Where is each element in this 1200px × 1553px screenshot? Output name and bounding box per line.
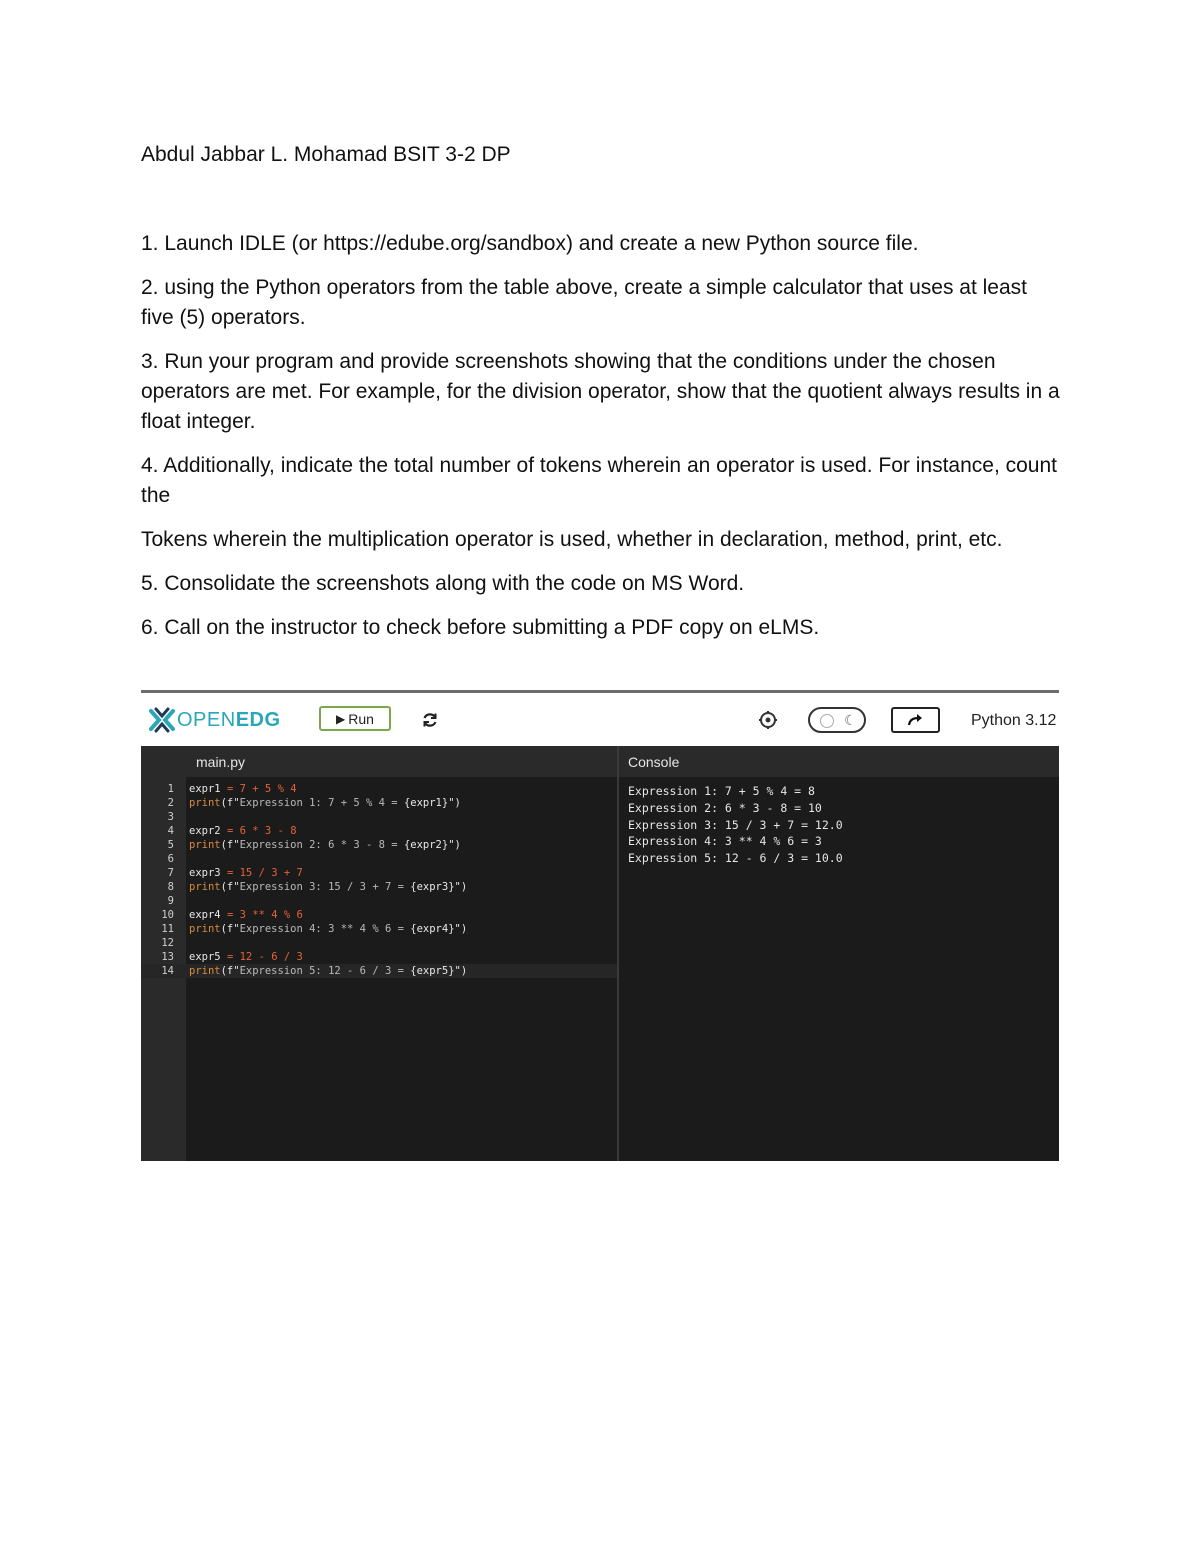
code-token: = — [226, 951, 240, 963]
code-token: (f" — [220, 839, 240, 851]
code-token: 3 — [264, 825, 278, 837]
code-token: * — [252, 825, 265, 837]
code-line[interactable] — [141, 950, 617, 964]
share-button[interactable] — [891, 707, 940, 733]
code-text — [189, 922, 467, 936]
code-token: 3 — [239, 909, 253, 921]
code-token: - — [258, 951, 272, 963]
code-token: ** — [252, 909, 272, 921]
code-line[interactable] — [141, 810, 617, 824]
code-line[interactable] — [141, 838, 617, 852]
pane-divider[interactable] — [617, 746, 619, 1161]
console-title: Console — [628, 754, 680, 770]
ide-toolbar — [141, 693, 1059, 746]
tab-main-py[interactable]: main.py — [196, 754, 246, 770]
author-line: Abdul Jabbar L. Mohamad BSIT 3-2 DP — [141, 143, 511, 166]
code-token: expr4 — [189, 909, 227, 921]
code-token: = — [226, 867, 240, 879]
code-line[interactable] — [141, 894, 617, 908]
share-arrow-icon — [907, 713, 925, 727]
code-line[interactable] — [141, 866, 617, 880]
code-line[interactable] — [141, 964, 617, 978]
console-line: Expression 2: 6 * 3 - 8 = 10 — [628, 800, 822, 815]
line-number: 5 — [167, 839, 174, 851]
code-editor[interactable] — [141, 782, 617, 978]
line-number: 14 — [161, 965, 174, 977]
code-token: - — [277, 825, 291, 837]
code-token: 3 — [296, 951, 303, 963]
code-text — [189, 796, 461, 810]
code-token: (f" — [220, 797, 240, 809]
code-token: expr3 — [189, 867, 227, 879]
code-token: {expr5}") — [410, 965, 468, 977]
line-number: 6 — [167, 853, 174, 865]
code-token: {expr3}") — [410, 881, 468, 893]
settings-icon[interactable] — [758, 710, 778, 730]
code-token: (f" — [220, 881, 240, 893]
code-token: 3 — [271, 867, 284, 879]
instruction-2: 2. using the Python operators from the table above, create a simple calculator that uses at least five (5) operators. — [141, 276, 1027, 329]
line-number: 3 — [167, 811, 174, 823]
code-token: print — [189, 881, 221, 893]
code-token: 5 — [264, 783, 278, 795]
code-text — [189, 964, 467, 978]
code-token: print — [189, 839, 221, 851]
code-text — [189, 838, 461, 852]
code-token: print — [189, 923, 221, 935]
instruction-6: 6. Call on the instructor to check before submitting a PDF copy on eLMS. — [141, 616, 820, 639]
moon-icon: ☾ — [844, 712, 857, 728]
code-token: 4 — [290, 783, 297, 795]
code-token: = — [226, 825, 240, 837]
code-token: = — [226, 909, 240, 921]
line-number: 1 — [167, 783, 174, 795]
code-line[interactable] — [141, 922, 617, 936]
line-number: 13 — [161, 951, 174, 963]
code-token: % — [283, 909, 297, 921]
code-token: {expr2}") — [403, 839, 461, 851]
code-token: + — [252, 783, 265, 795]
code-token: Expression 4: 3 ** 4 % 6 = — [239, 923, 411, 935]
code-line[interactable] — [141, 824, 617, 838]
code-token: 12 — [239, 951, 259, 963]
code-token: 7 — [296, 867, 303, 879]
line-number: 11 — [161, 923, 174, 935]
instruction-4: 4. Additionally, indicate the total number of tokens wherein an operator is used. For instance, count the — [141, 454, 1057, 507]
instruction-3: 3. Run your program and provide screenshots showing that the conditions under the chosen operators are met. For example, for the division operator, show that the quotient always results in a float integer. — [141, 350, 1060, 433]
code-token: print — [189, 965, 221, 977]
code-token: expr2 — [189, 825, 227, 837]
code-line[interactable] — [141, 852, 617, 866]
code-token: / — [258, 867, 272, 879]
document-body — [141, 140, 1061, 657]
code-token: / — [283, 951, 297, 963]
sun-icon — [820, 714, 834, 728]
openedg-logo-icon — [149, 707, 175, 733]
refresh-icon[interactable] — [421, 711, 439, 729]
run-button-label: Run — [348, 710, 374, 727]
code-token: Expression 1: 7 + 5 % 4 = — [239, 797, 404, 809]
code-token: 6 — [271, 951, 284, 963]
line-number: 12 — [161, 937, 174, 949]
code-line[interactable] — [141, 880, 617, 894]
run-button[interactable] — [319, 706, 391, 731]
code-token: expr1 — [189, 783, 227, 795]
console-header — [619, 746, 1059, 777]
code-line[interactable] — [141, 782, 617, 796]
code-text — [189, 824, 297, 838]
code-token: (f" — [220, 923, 240, 935]
code-token: print — [189, 797, 221, 809]
code-token: 7 — [239, 783, 253, 795]
play-icon: ▶ — [336, 711, 346, 726]
instruction-4-continued: Tokens wherein the multiplication operator is used, whether in declaration, method, print, etc. — [141, 528, 1003, 551]
line-number: 9 — [167, 895, 174, 907]
code-token: Expression 3: 15 / 3 + 7 = — [239, 881, 411, 893]
line-number: 4 — [167, 825, 174, 837]
code-token: expr5 — [189, 951, 227, 963]
console-output — [628, 783, 843, 867]
code-text — [189, 908, 303, 922]
theme-toggle[interactable] — [808, 707, 866, 733]
code-token: Expression 5: 12 - 6 / 3 = — [239, 965, 411, 977]
openedg-logo[interactable] — [149, 707, 281, 733]
editor-tab-bar — [186, 746, 617, 777]
logo-text-open: OPEN — [177, 708, 236, 731]
console-line: Expression 4: 3 ** 4 % 6 = 3 — [628, 834, 822, 849]
code-token: (f" — [220, 965, 240, 977]
code-token: + — [283, 867, 297, 879]
code-text — [189, 950, 303, 964]
code-line[interactable] — [141, 908, 617, 922]
code-line[interactable] — [141, 936, 617, 950]
console-line: Expression 1: 7 + 5 % 4 = 8 — [628, 784, 815, 798]
code-token: {expr4}") — [410, 923, 468, 935]
console-line: Expression 3: 15 / 3 + 7 = 12.0 — [628, 817, 843, 832]
code-token: 6 — [296, 909, 303, 921]
instruction-5: 5. Consolidate the screenshots along with the code on MS Word. — [141, 572, 745, 595]
line-number: 2 — [167, 797, 174, 809]
code-token: Expression 2: 6 * 3 - 8 = — [239, 839, 404, 851]
console-line: Expression 5: 12 - 6 / 3 = 10.0 — [628, 851, 843, 866]
code-text — [189, 782, 297, 796]
line-number: 7 — [167, 867, 174, 879]
line-number: 8 — [167, 881, 174, 893]
ide-screenshot — [141, 690, 1059, 1161]
code-token: 15 — [239, 867, 259, 879]
python-version[interactable]: Python 3.12 — [971, 712, 1057, 729]
logo-text-edg: EDG — [235, 708, 281, 731]
line-number: 10 — [161, 909, 174, 921]
code-token: 8 — [290, 825, 297, 837]
code-text — [189, 880, 467, 894]
instruction-1: 1. Launch IDLE (or https://edube.org/sandbox) and create a new Python source file. — [141, 232, 919, 255]
code-token: = — [226, 783, 240, 795]
code-token: 4 — [271, 909, 284, 921]
code-token: {expr1}") — [403, 797, 461, 809]
code-line[interactable] — [141, 796, 617, 810]
code-token: 6 — [239, 825, 253, 837]
code-token: % — [277, 783, 291, 795]
code-text — [189, 866, 303, 880]
